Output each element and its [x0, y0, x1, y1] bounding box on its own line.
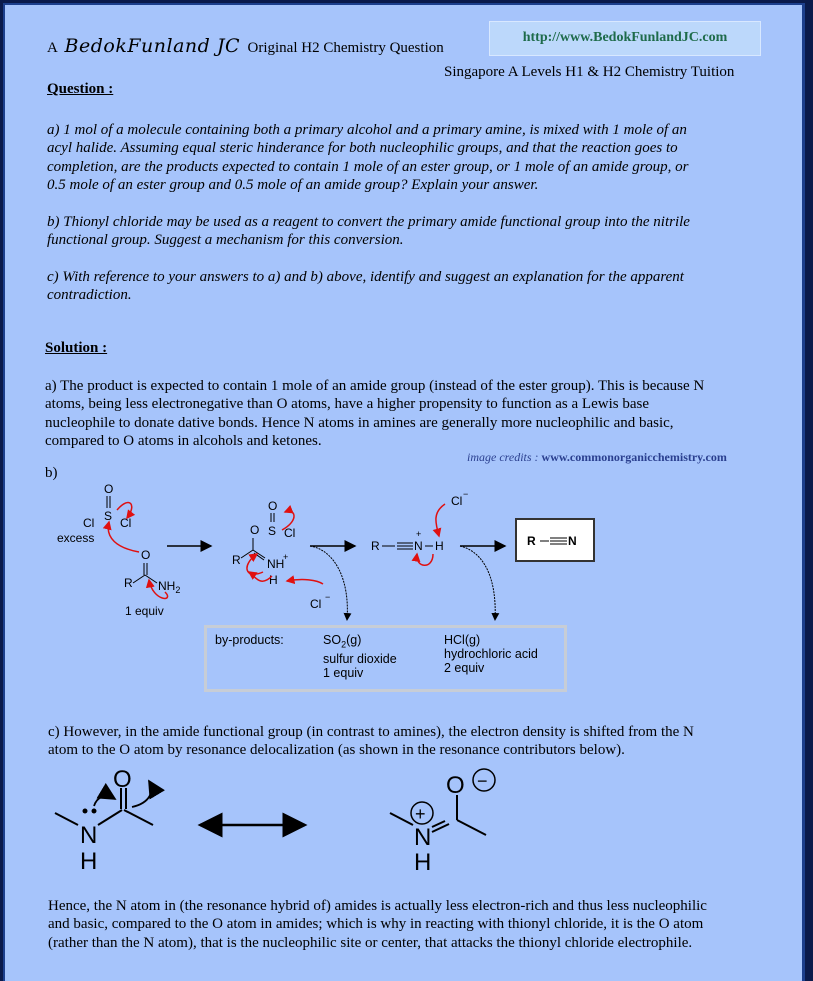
charge-plus: + — [415, 804, 426, 824]
atom-o: O — [268, 499, 278, 513]
question-b — [47, 213, 747, 250]
website-link[interactable]: http://www.BedokFunlandJC.com — [489, 21, 761, 56]
atom-o: O — [113, 766, 132, 793]
byproduct-arrow — [460, 546, 495, 620]
text-line: atom to the O atom by resonance delocalization (as shown in the resonance contributors below). — [48, 742, 625, 759]
text-line: (rather than the N atom), that is the nucleophilic site or center, that attacks the thionyl chloride electrophile. — [48, 934, 693, 951]
atom-o: O — [141, 548, 151, 562]
text-line: c) With reference to your answers to a) and b) above, identify and suggest an explanation for the apparent — [47, 269, 684, 285]
atom-o: O — [104, 482, 114, 496]
atom-h: H — [435, 539, 444, 553]
atom-h: H — [269, 573, 278, 587]
equiv-label: 1 equiv — [125, 604, 164, 618]
atom-cl: Cl — [120, 516, 132, 530]
so2-formula: $SO_2(g)$ — [323, 633, 362, 650]
image-credits — [467, 450, 727, 465]
so2-name: sulfur dioxide — [323, 651, 397, 666]
question-c — [47, 268, 747, 305]
atom-nh2: $NH_2$ — [158, 579, 181, 595]
intermediate — [232, 499, 330, 611]
hcl-amount: 2 equiv — [444, 661, 485, 675]
atom-o: O — [446, 772, 465, 799]
text-line: functional group. Suggest a mechanism for this conversion. — [47, 232, 404, 249]
text-line: 0.5 mole of an ester group and 0.5 mole of an amide group? Explain your answer. — [47, 176, 539, 193]
atom-n: N — [414, 539, 423, 553]
text-line: atoms, being less electronegative than O atoms, have a higher propensity to function as a Lewis base — [45, 396, 649, 413]
primary-amide — [108, 522, 180, 618]
atom-s: S — [104, 509, 113, 523]
atom-nh: NH — [267, 557, 285, 571]
page — [3, 3, 805, 981]
text-line: a) The product is expected to contain 1 mole of an amide group (instead of the ester group). This is because N — [45, 378, 705, 394]
brand-header — [47, 35, 444, 57]
text-line: nucleophile to donate dative bonds. Hence N atoms in amines are generally more nucleophilic and basic, — [45, 414, 674, 431]
brand-prefix: A — [47, 40, 58, 56]
text-line: completion, are the products expected to contain 1 mole of an ester group, or 1 mole of an amide group, or — [47, 158, 689, 175]
charge-minus: − — [477, 771, 488, 791]
atom-o: O — [250, 523, 260, 537]
text-line: Hence, the N atom in (the resonance hybrid of) amides is actually less electron-rich and thus less nucleophilic — [48, 898, 707, 914]
solution-b-label: b) — [45, 465, 58, 481]
text-line: compared to O atoms in alcohols and ketones. — [45, 432, 322, 449]
atom-r: R — [232, 553, 241, 567]
chloride-ion: Cl — [451, 494, 463, 508]
charge-minus: − — [463, 489, 469, 499]
question-heading: Question : — [47, 81, 114, 97]
atom-h: H — [80, 848, 98, 875]
atom-cl: Cl — [284, 526, 296, 540]
text-line: b) Thionyl chloride may be used as a reagent to convert the primary amide functional group into the nitrile — [47, 214, 690, 230]
chloride-ion: Cl — [310, 597, 322, 611]
charge-plus: + — [283, 552, 289, 562]
atom-h: H — [414, 849, 432, 875]
solution-c — [48, 723, 760, 760]
text-line: contradiction. — [47, 287, 132, 304]
charge-minus: − — [325, 592, 331, 602]
hcl-name: hydrochloric acid — [444, 647, 538, 661]
nitrilium-ion — [371, 489, 468, 565]
byproducts-box — [204, 625, 567, 692]
nitrile-product — [515, 518, 595, 562]
question-a — [47, 121, 747, 194]
atom-cl: Cl — [83, 516, 95, 530]
conclusion — [48, 897, 778, 952]
so2-amount: 1 equiv — [323, 665, 364, 680]
solution-a — [45, 377, 757, 450]
resonance-scheme — [5, 765, 565, 875]
atom-s: S — [268, 524, 277, 538]
text-line: a) 1 mol of a molecule containing both a primary alcohol and a primary amine, is mixed with 1 mole of an — [47, 122, 687, 138]
amide-contributor-1 — [55, 766, 153, 875]
brand-suffix: Original H2 Chemistry Question — [247, 40, 444, 56]
atom-n: N — [414, 824, 432, 851]
nitrile-structure — [517, 520, 593, 560]
credits-label: image credits : — [467, 450, 542, 464]
credits-site[interactable]: www.commonorganicchemistry.com — [541, 450, 727, 464]
byproducts-label: by-products: — [215, 633, 284, 647]
atom-n: N — [568, 534, 577, 548]
thionyl-chloride — [57, 482, 132, 545]
atom-r: R — [527, 534, 536, 548]
atom-n: N — [80, 822, 98, 849]
text-line: acyl halide. Assuming equal steric hinderance for both nucleophilic groups, and that the reaction goes to — [47, 140, 678, 157]
hcl-formula: HCl(g) — [444, 633, 481, 647]
solution-heading: Solution : — [45, 340, 108, 356]
text-line: and basic, compared to the O atom in amides; which is why in reacting with thionyl chloride, it is the O atom — [48, 916, 704, 933]
byproduct-hcl — [444, 633, 538, 675]
brand-logo: BedokFunland JC — [64, 35, 240, 57]
excess-label: excess — [57, 531, 95, 545]
atom-r: R — [371, 539, 380, 553]
text-line: c) However, in the amide functional group (in contrast to amines), the electron density is shifted from the N — [48, 724, 694, 740]
byproduct-so2 — [323, 633, 397, 680]
tagline: Singapore A Levels H1 & H2 Chemistry Tuition — [444, 64, 735, 80]
charge-plus: + — [416, 529, 422, 539]
amide-contributor-2 — [390, 769, 495, 875]
atom-r: R — [124, 576, 133, 590]
